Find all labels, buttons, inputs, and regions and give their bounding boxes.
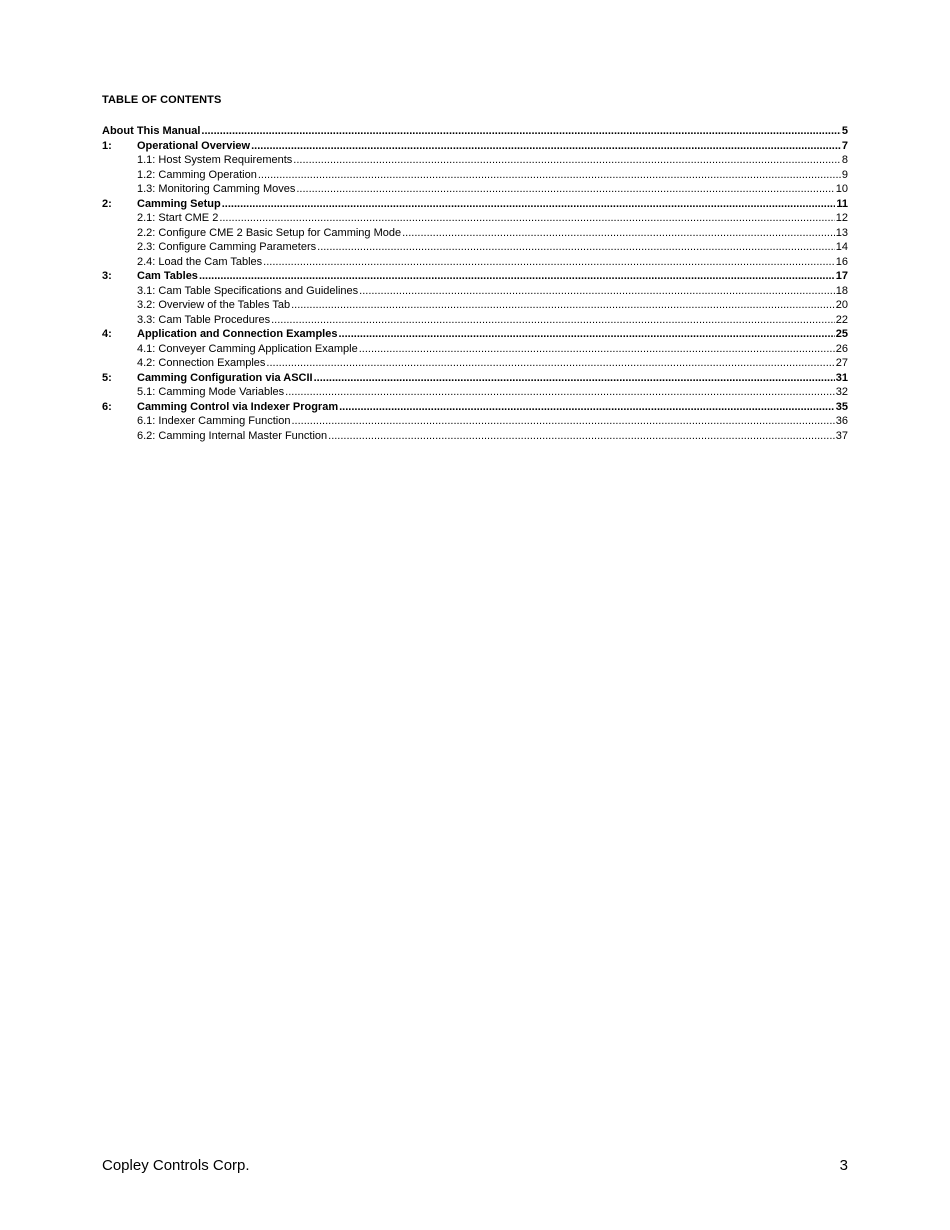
toc-section-entry[interactable] — [102, 356, 848, 371]
toc-section-entry[interactable] — [102, 182, 848, 197]
toc-entry-title: Cam Tables — [137, 270, 198, 282]
toc-entry-number: 4: — [102, 328, 112, 340]
toc-dot-leader — [263, 255, 835, 270]
toc-entry-title: 3.1: Cam Table Specifications and Guidelines — [137, 284, 359, 297]
toc-section-entry[interactable] — [102, 284, 848, 299]
toc-entry-page: 25 — [835, 328, 848, 340]
toc-entry-title: 5.1: Camming Mode Variables — [137, 386, 285, 398]
toc-dot-leader — [266, 356, 834, 371]
toc-entry-title: Camming Control via Indexer Program — [137, 400, 339, 413]
toc-entry-page: 18 — [835, 284, 848, 297]
toc-dot-leader — [222, 197, 836, 212]
toc-entry-title: About This Manual — [102, 125, 201, 137]
toc-entry-title: 3.3: Cam Table Procedures — [137, 313, 271, 326]
toc-entry-page: 37 — [835, 429, 848, 442]
toc-entry-page: 16 — [835, 255, 848, 268]
toc-section-entry[interactable] — [102, 414, 848, 429]
toc-entry-page: 10 — [835, 183, 848, 195]
toc-section-entry[interactable] — [102, 240, 848, 255]
toc-dot-leader — [291, 414, 834, 429]
toc-chapter-entry[interactable] — [102, 197, 848, 212]
toc-section-entry[interactable] — [102, 168, 848, 183]
toc-entry-page: 12 — [835, 212, 848, 224]
toc-section-entry[interactable] — [102, 298, 848, 313]
toc-entry-page: 11 — [836, 197, 848, 210]
toc-dot-leader — [293, 153, 841, 168]
toc-dot-leader — [402, 226, 835, 241]
page-footer — [102, 1157, 848, 1174]
toc-entry-number: 6: — [102, 400, 112, 413]
toc-entry-page: 20 — [835, 299, 848, 311]
toc-entry-page: 32 — [835, 386, 848, 398]
toc-dot-leader — [291, 298, 835, 313]
toc-dot-leader — [359, 342, 835, 357]
toc-chapter-entry[interactable] — [102, 371, 848, 386]
toc-section-entry[interactable] — [102, 226, 848, 241]
toc-dot-leader — [338, 327, 834, 342]
toc-entry-title: 1.2: Camming Operation — [137, 168, 257, 181]
toc-entry-title: 4.1: Conveyer Camming Application Example — [137, 342, 358, 355]
toc-entry-title: 2.2: Configure CME 2 Basic Setup for Camming Mode — [137, 226, 402, 239]
toc-entry-number: 5: — [102, 371, 112, 384]
toc-entry-title: 1.3: Monitoring Camming Moves — [137, 183, 296, 195]
toc-section-entry[interactable] — [102, 342, 848, 357]
toc-dot-leader — [359, 284, 835, 299]
toc-entry-number: 2: — [102, 197, 112, 210]
toc-entry-page: 5 — [841, 125, 848, 137]
toc-heading: TABLE OF CONTENTS — [102, 94, 222, 106]
toc-entry-page: 22 — [835, 313, 848, 326]
toc-dot-leader — [296, 182, 834, 197]
toc-dot-leader — [328, 429, 835, 444]
toc-entry-title: 1.1: Host System Requirements — [137, 154, 293, 166]
toc-entry-page: 14 — [835, 241, 848, 253]
toc-entry-title: 4.2: Connection Examples — [137, 357, 266, 369]
toc-entry-title: 3.2: Overview of the Tables Tab — [137, 299, 291, 311]
toc-entry-title: Application and Connection Examples — [137, 328, 338, 340]
toc-dot-leader — [317, 240, 835, 255]
toc-entry-title: 6.2: Camming Internal Master Function — [137, 429, 328, 442]
toc-dot-leader — [201, 124, 840, 139]
footer-page-number: 3 — [839, 1157, 848, 1174]
toc-dot-leader — [258, 168, 841, 183]
toc-entry-title: 2.3: Configure Camming Parameters — [137, 241, 317, 253]
toc-dot-leader — [285, 385, 835, 400]
toc-entry-page: 13 — [835, 226, 848, 239]
footer-company: Copley Controls Corp. — [102, 1157, 250, 1174]
toc-chapter-entry[interactable] — [102, 139, 848, 154]
toc-entry-title: Operational Overview — [137, 139, 251, 152]
toc-entry-number: 1: — [102, 139, 112, 152]
toc-chapter-entry[interactable] — [102, 124, 848, 139]
toc-chapter-entry[interactable] — [102, 327, 848, 342]
toc-entry-page: 26 — [835, 342, 848, 355]
toc-entry-page: 27 — [835, 357, 848, 369]
toc-dot-leader — [251, 139, 841, 154]
toc-chapter-entry[interactable] — [102, 269, 848, 284]
toc-entry-number: 3: — [102, 270, 112, 282]
toc-entry-page: 8 — [841, 154, 848, 166]
toc-entry-title: Camming Setup — [137, 197, 221, 210]
toc-section-entry[interactable] — [102, 313, 848, 328]
toc-section-entry[interactable] — [102, 429, 848, 444]
toc-entry-title: 2.4: Load the Cam Tables — [137, 255, 263, 268]
toc-chapter-entry[interactable] — [102, 400, 848, 415]
toc-entry-page: 31 — [835, 371, 848, 384]
toc-section-entry[interactable] — [102, 153, 848, 168]
toc-entry-page: 36 — [835, 415, 848, 427]
toc-section-entry[interactable] — [102, 385, 848, 400]
toc-section-entry[interactable] — [102, 211, 848, 226]
toc-entry-page: 35 — [835, 400, 848, 413]
toc-entry-title: 6.1: Indexer Camming Function — [137, 415, 291, 427]
toc-entry-page: 7 — [841, 139, 848, 152]
toc-dot-leader — [339, 400, 835, 415]
toc-section-entry[interactable] — [102, 255, 848, 270]
toc-dot-leader — [199, 269, 835, 284]
table-of-contents — [102, 124, 848, 443]
toc-entry-title: 2.1: Start CME 2 — [137, 212, 219, 224]
toc-dot-leader — [271, 313, 835, 328]
toc-entry-page: 17 — [835, 270, 848, 282]
toc-dot-leader — [314, 371, 835, 386]
toc-entry-title: Camming Configuration via ASCII — [137, 371, 313, 384]
toc-entry-page: 9 — [841, 168, 848, 181]
toc-dot-leader — [219, 211, 834, 226]
